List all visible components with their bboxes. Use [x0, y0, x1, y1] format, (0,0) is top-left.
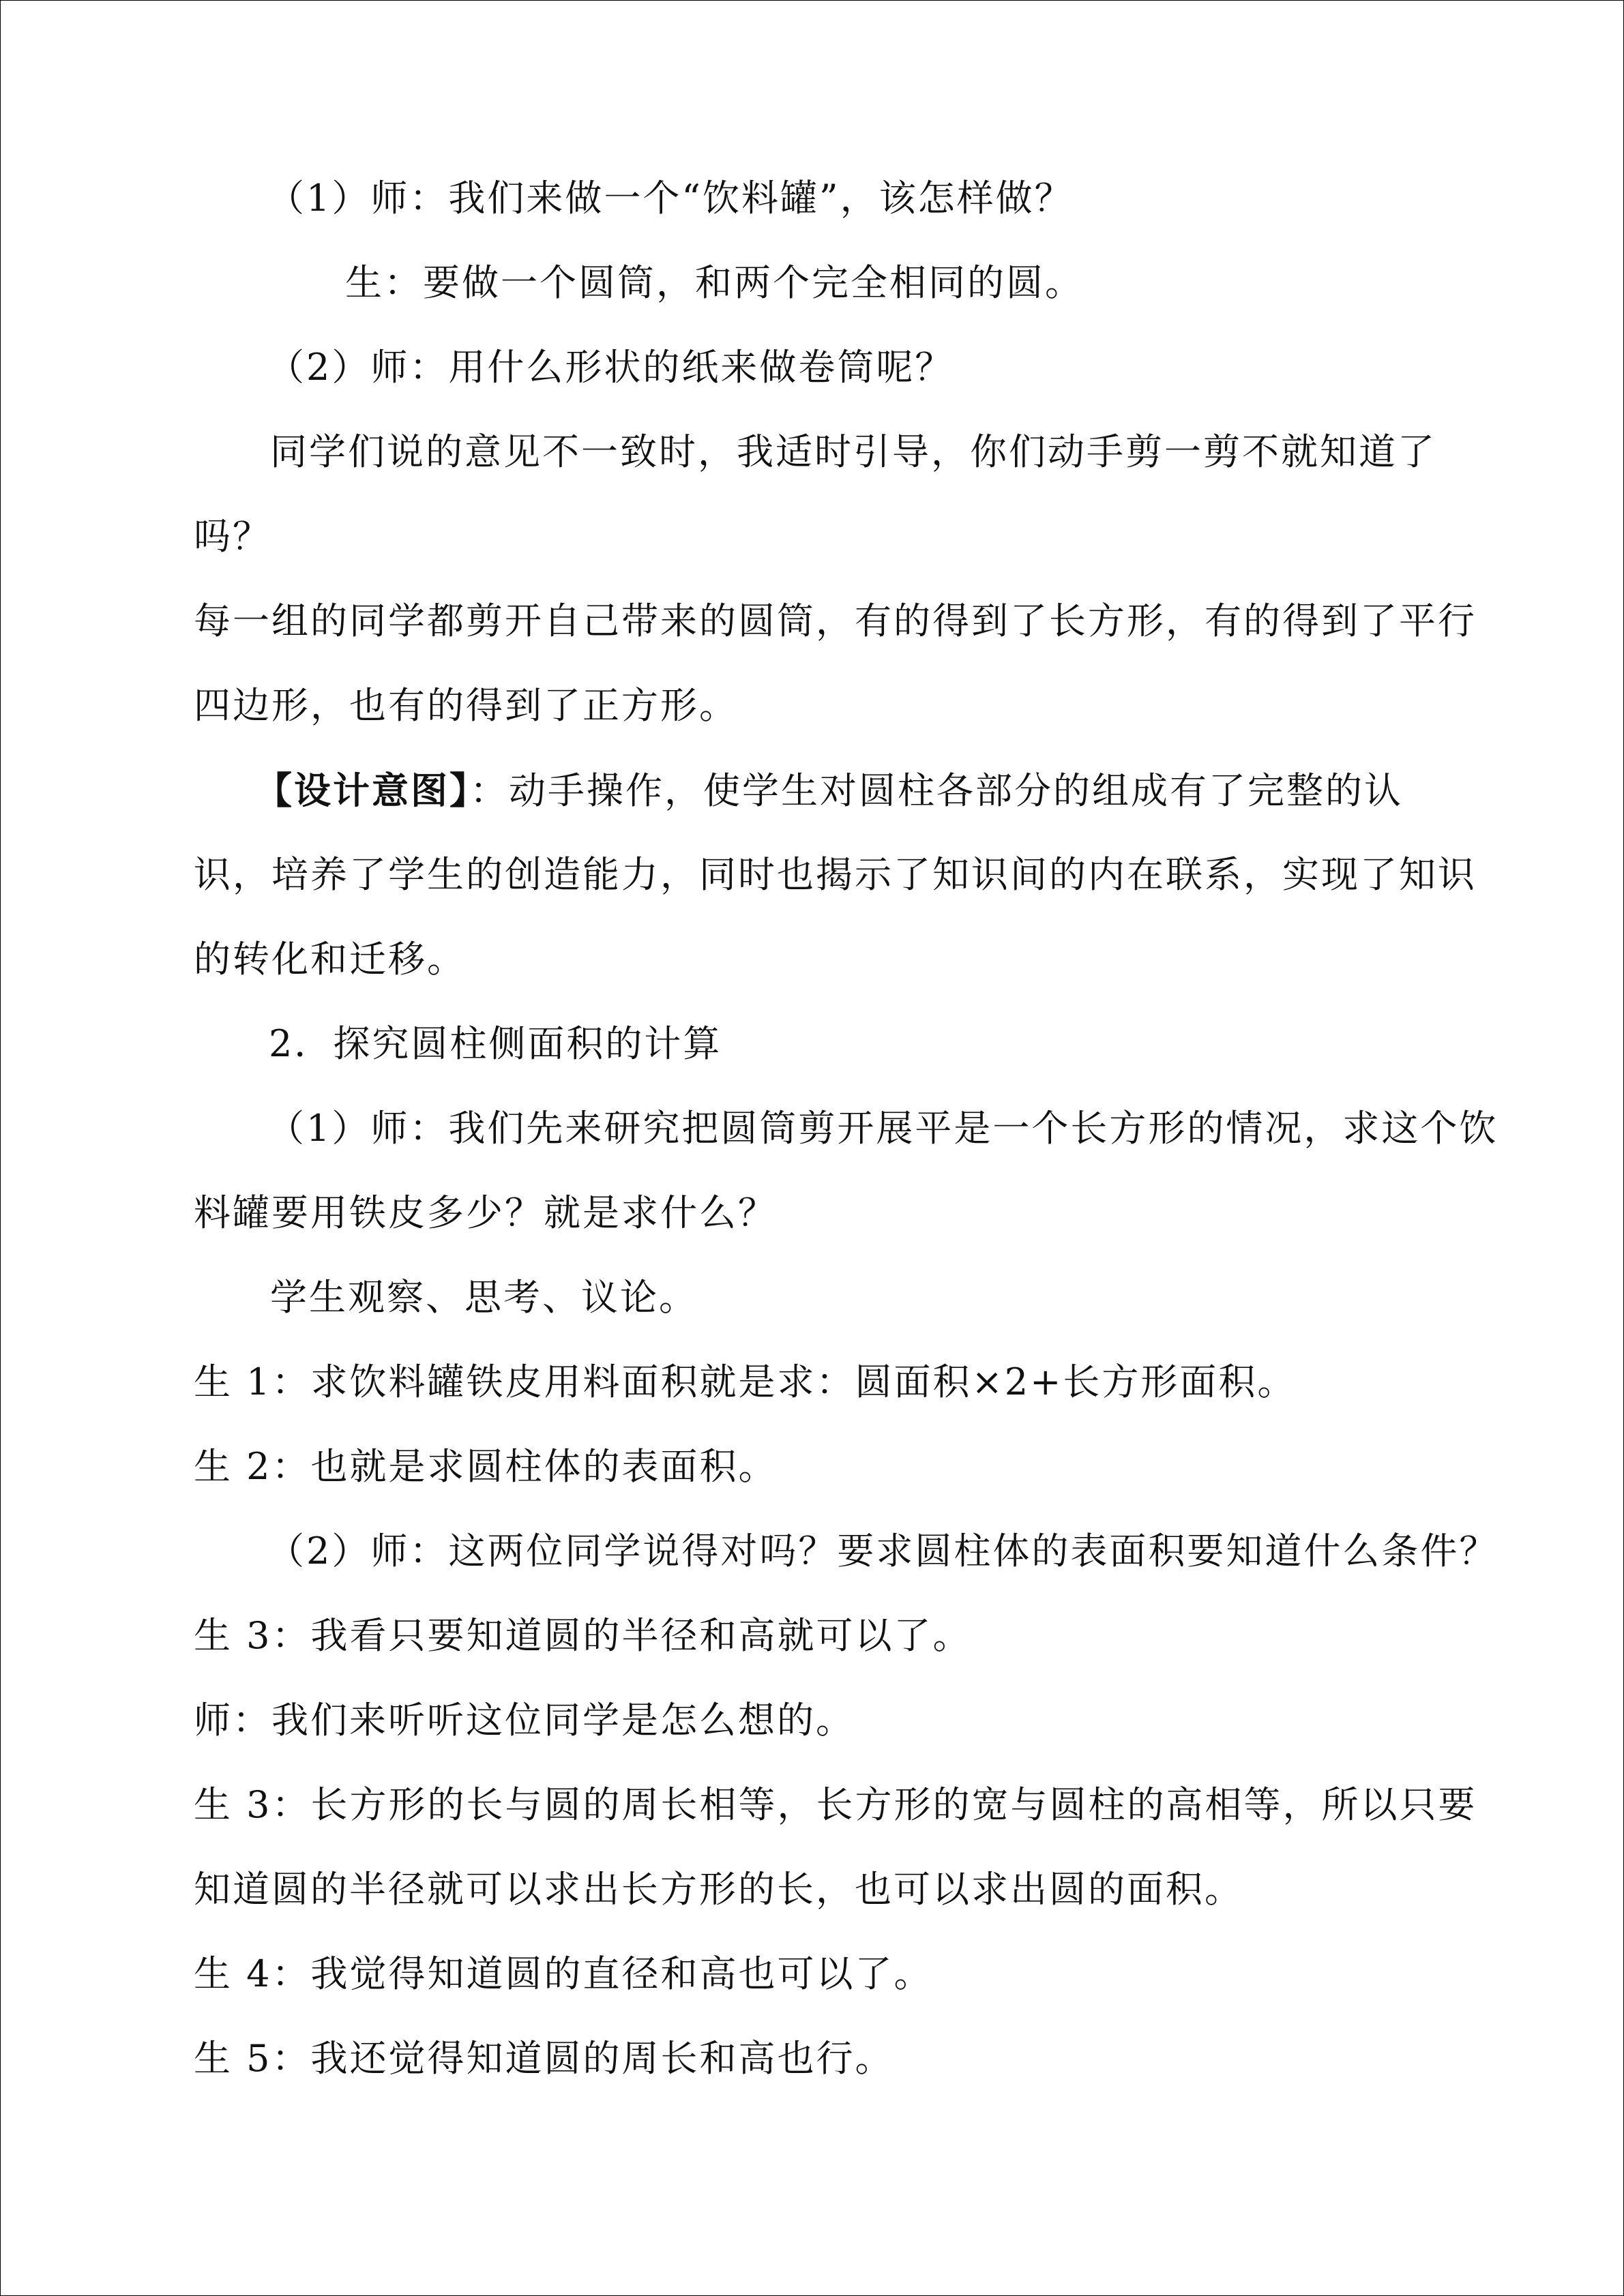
text-line: 生 4：我觉得知道圆的直径和高也可以了。 — [194, 1952, 933, 1995]
text-line: （1）师：我们先来研究把圆筒剪开展平是一个长方形的情况，求这个饮 — [267, 1107, 1498, 1150]
text-line — [255, 766, 1403, 815]
text-line: （2）师：这两位同学说得对吗？要求圆柱体的表面积要知道什么条件？ — [267, 1530, 1498, 1572]
text-line-rest: ：动手操作，使学生对圆柱各部分的组成有了完整的认 — [470, 769, 1403, 812]
text-line: 生：要做一个圆筒，和两个完全相同的圆。 — [345, 261, 1084, 304]
text-line: 学生观察、思考、议论。 — [270, 1276, 698, 1319]
text-line: （2）师：用什么形状的纸来做卷筒呢？ — [267, 346, 954, 389]
text-line: 生 2：也就是求圆柱体的表面积。 — [194, 1445, 778, 1488]
text-line: 识，培养了学生的创造能力，同时也揭示了知识间的内在联系，实现了知识 — [194, 853, 1477, 896]
text-line: 吗？ — [194, 515, 271, 558]
text-line: 师：我们来听听这位同学是怎么想的。 — [194, 1699, 855, 1742]
text-line: 生 5：我还觉得知道圆的周长和高也行。 — [194, 2037, 894, 2080]
text-line: 生 3：我看只要知道圆的半径和高就可以了。 — [194, 1614, 972, 1657]
section-heading: 2．探究圆柱侧面积的计算 — [269, 1022, 722, 1065]
text-line: 每一组的同学都剪开自己带来的圆筒，有的得到了长方形，有的得到了平行 — [194, 599, 1477, 642]
text-line: （1）师：我们来做一个“饮料罐”，该怎样做？ — [267, 177, 1074, 220]
text-line: 四边形，也有的得到了正方形。 — [194, 684, 738, 727]
text-line: 知道圆的半径就可以求出长方形的长，也可以求出圆的面积。 — [194, 1868, 1243, 1911]
text-line: 同学们说的意见不一致时，我适时引导，你们动手剪一剪不就知道了 — [270, 430, 1436, 473]
design-intent-label: 【设计意图】 — [255, 769, 470, 812]
text-line: 的转化和迁移。 — [194, 938, 466, 981]
text-line: 生 1：求饮料罐铁皮用料面积就是求：圆面积×2+长方形面积。 — [194, 1360, 1297, 1403]
text-line: 生 3：长方形的长与圆的周长相等，长方形的宽与圆柱的高相等，所以只要 — [194, 1783, 1477, 1826]
text-line: 料罐要用铁皮多少？就是求什么？ — [194, 1191, 777, 1234]
